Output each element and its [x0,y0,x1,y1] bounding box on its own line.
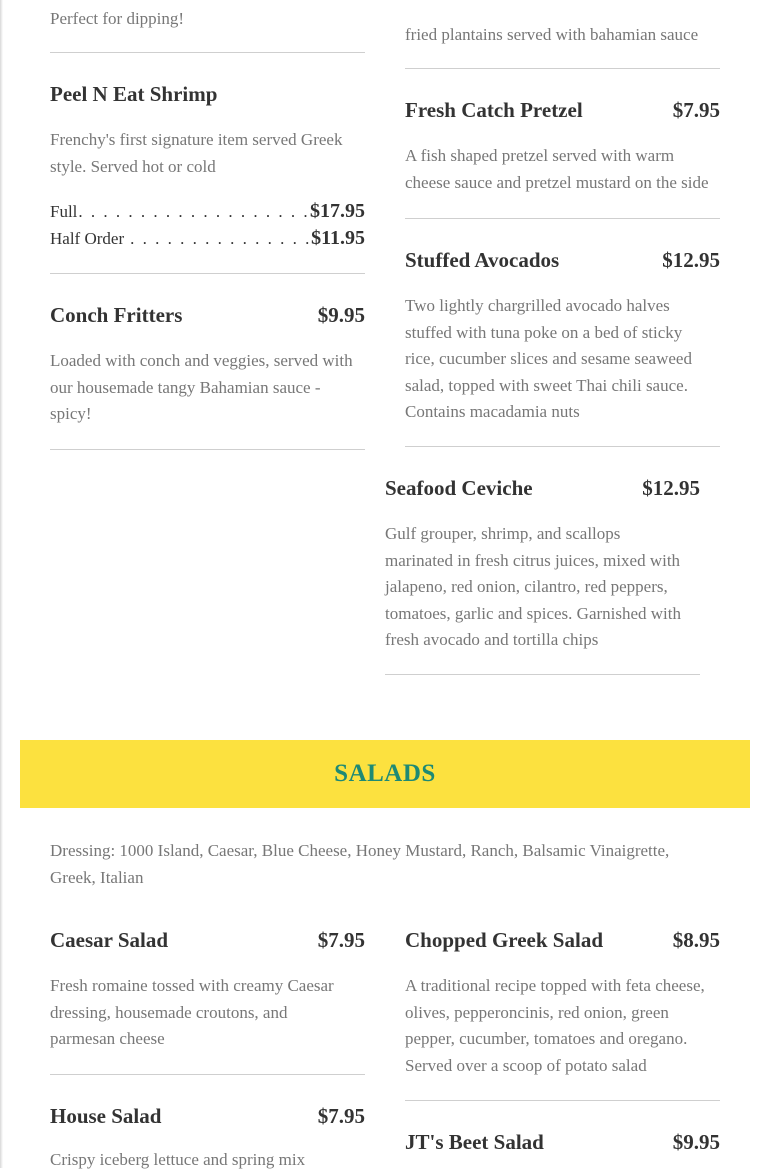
description-line: A traditional recipe topped with feta cheese, [405,976,705,995]
menu-item-seafood-ceviche[interactable] [385,476,700,654]
menu-item-house-salad[interactable] [50,1104,365,1174]
dressing-note [50,838,720,891]
description-line: Loaded with conch and veggies, served with [50,351,353,370]
divider [50,1074,365,1075]
menu-item-chopped-greek-salad[interactable] [405,928,720,1079]
item-header [50,1104,365,1129]
item-price: $7.95 [317,928,365,952]
description-line: dressing, housemade croutons, and [50,1002,288,1022]
item-name: House Salad [50,1104,162,1128]
item-header [50,303,365,328]
description-line: our housemade tangy Bahamian sauce - [50,377,321,397]
item-header [405,98,720,123]
menu-item-peel-n-eat-shrimp[interactable] [50,82,365,180]
item-description: Perfect for dipping! [50,9,185,28]
item-name: Chopped Greek Salad [405,928,603,952]
description-line: olives, pepperoncinis, red onion, green [405,1002,669,1022]
item-description [50,127,365,180]
item-description [385,521,700,654]
description-line: Frenchy's first signature item served Greek [50,130,343,149]
item-name: JT's Beet Salad [405,1130,544,1154]
item-header [50,928,365,953]
item-price: $8.95 [672,928,720,952]
option-label: Full [50,202,78,221]
description-line: spicy! [50,404,92,423]
option-price: $11.95 [311,227,365,249]
item-description [50,973,365,1053]
item-header [50,82,365,107]
item-header [405,1130,720,1155]
divider [50,52,365,53]
option-row-full[interactable] [50,200,365,223]
dressing-line: Greek, Italian [50,867,144,887]
menu-item-jts-beet-salad[interactable] [405,1130,720,1155]
item-price: $12.95 [642,476,700,500]
description-line: fresh avocado and tortilla chips [385,630,599,649]
description-line: jalapeno, red onion, cilantro, red peppers, [385,577,668,596]
item-price: $7.95 [672,98,720,122]
item-name: Stuffed Avocados [405,248,560,272]
description-line: Two lightly chargrilled avocado halves [405,296,670,315]
item-description: fried plantains served with bahamian sauce [405,25,699,44]
description-line: A fish shaped pretzel served with warm [405,146,675,165]
description-line: Crispy iceberg lettuce and spring mix [50,1150,306,1169]
item-description [405,973,735,1079]
description-line: tomatoes, garlic and spices. Garnished with [385,603,682,623]
item-name: Seafood Ceviche [385,476,533,500]
option-price: $17.95 [310,200,365,222]
menu-item-conch-fritters[interactable] [50,303,365,428]
divider [405,68,720,69]
description-line: marinated in fresh citrus juices, mixed with [385,550,681,570]
page-edge-shadow [0,0,3,1168]
item-description [405,143,735,196]
description-line: Gulf grouper, shrimp, and scallops [385,524,621,543]
description-line: Contains macadamia nuts [405,402,580,421]
description-line: rice, cucumber slices and sesame seaweed [405,349,692,368]
item-price: $12.95 [662,248,720,272]
dot-leader [78,202,309,222]
dressing-line: Dressing: 1000 Island, Caesar, Blue Cheese, Honey Mustard, Ranch, Balsamic Vinaigrette, [50,841,670,860]
divider [50,273,365,274]
divider [50,449,365,450]
menu-item-fresh-catch-pretzel[interactable] [405,98,720,196]
item-name: Peel N Eat Shrimp [50,82,218,106]
divider [405,446,720,447]
item-description [50,348,365,428]
description-line: parmesan cheese [50,1029,165,1048]
description-line: cheese sauce and pretzel mustard on the side [405,172,709,192]
divider [385,674,700,675]
item-price: $9.95 [672,1130,720,1154]
item-name: Conch Fritters [50,303,183,327]
menu-item-stuffed-avocados[interactable] [405,248,720,426]
description-line: pepper, cucumber, tomatoes and oregano. [405,1029,688,1048]
menu-item-partial-left [50,6,365,33]
item-header [405,248,720,273]
item-name: Caesar Salad [50,928,169,952]
divider [405,1100,720,1101]
item-price: $9.95 [317,303,365,327]
option-row-half-order[interactable] [50,227,365,250]
item-description [50,1147,365,1174]
description-line: style. Served hot or cold [50,156,216,176]
menu-item-partial-right [405,22,720,49]
item-price: $7.95 [317,1104,365,1128]
description-line: stuffed with tuna poke on a bed of sticky [405,322,683,342]
option-label: Half Order [50,229,125,248]
item-header [385,476,700,501]
section-banner-salads [20,740,750,808]
divider [405,218,720,219]
dot-leader [130,229,310,249]
description-line: Fresh romaine tossed with creamy Caesar [50,976,334,995]
item-description [405,293,720,426]
description-line: salad, topped with sweet Thai chili sauce. [405,375,688,395]
description-line: Served over a scoop of potato salad [405,1055,647,1075]
item-header [405,928,720,953]
menu-item-caesar-salad[interactable] [50,928,365,1053]
item-name: Fresh Catch Pretzel [405,98,583,122]
section-title: SALADS [334,760,436,787]
